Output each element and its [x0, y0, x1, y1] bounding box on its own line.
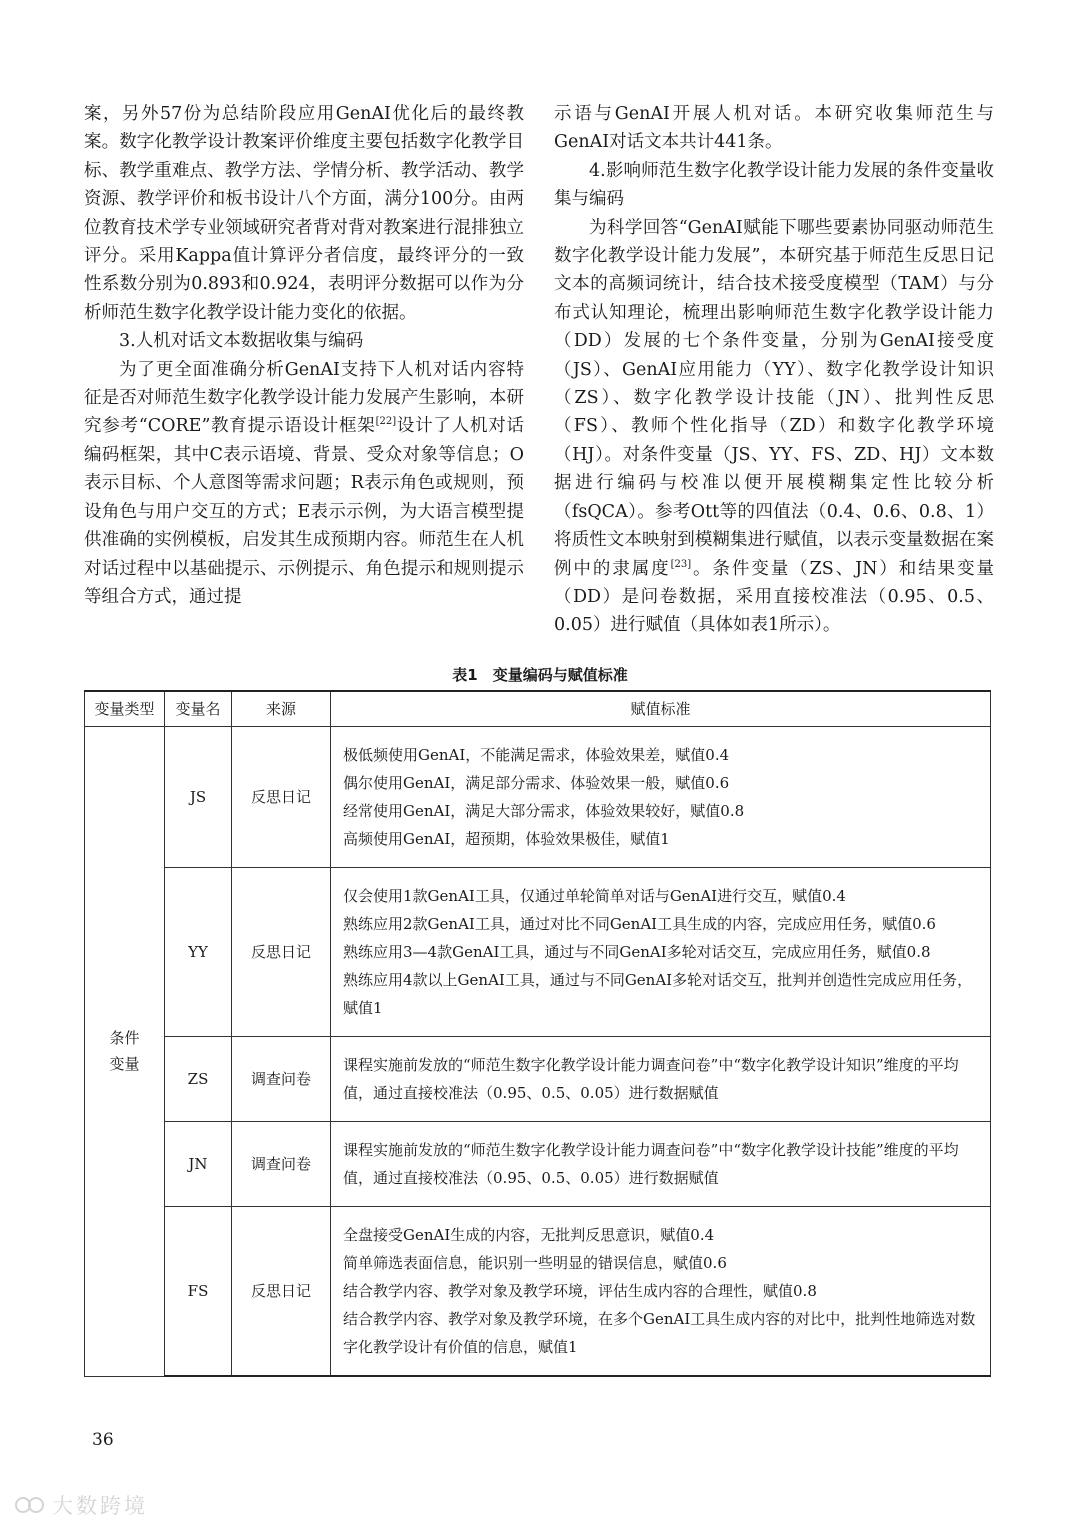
criteria-cell: [331, 727, 991, 868]
criteria-cell: [331, 868, 991, 1037]
table-row: [85, 727, 991, 868]
criteria-cell: [331, 1122, 991, 1207]
left-text-column: [84, 100, 524, 611]
table-row: [85, 1122, 991, 1207]
criteria-line: 课程实施前发放的“师范生数字化教学设计能力调查问卷”中“数字化教学设计技能”维度的平均值，通过直接校准法（0.95、0.5、0.05）进行数据赋值: [343, 1141, 959, 1187]
criteria-line: 结合教学内容、教学对象及教学环境，在多个GenAI工具生成内容的对比中，批判性地筛选对数字化教学设计有价值的信息，赋值1: [343, 1310, 976, 1356]
source-cell: 反思日记: [232, 727, 331, 868]
left-paragraph-3: [84, 356, 524, 612]
variable-name-cell: JN: [165, 1122, 232, 1207]
right-paragraph-1: 示语与GenAI开展人机对话。本研究收集师范生与GenAI对话文本共计441条。: [554, 104, 994, 153]
criteria-line: 偶尔使用GenAI，满足部分需求、体验效果一般，赋值0.6: [343, 774, 730, 792]
criteria-line: 全盘接受GenAI生成的内容，无批判反思意识，赋值0.4: [343, 1226, 715, 1244]
watermark-text: 大数跨境: [52, 1494, 148, 1518]
criteria-line: 熟练应用4款以上GenAI工具，通过与不同GenAI多轮对话交互，批判并创造性完成应用任务，赋值1: [343, 971, 973, 1017]
criteria-line: 熟练应用3—4款GenAI工具，通过与不同GenAI多轮对话交互，完成应用任务，赋值0.8: [343, 943, 931, 961]
source-cell: 调查问卷: [232, 1037, 331, 1122]
watermark: [14, 1490, 148, 1520]
criteria-line: 经常使用GenAI，满足大部分需求，体验效果较好，赋值0.8: [343, 802, 745, 820]
header-source: 来源: [232, 691, 331, 727]
table-body: [85, 727, 991, 1377]
header-variable-type: 变量类型: [85, 691, 165, 727]
variable-name-cell: JS: [165, 727, 232, 868]
variable-name-cell: YY: [165, 868, 232, 1037]
criteria-line: 仅会使用1款GenAI工具，仅通过单轮简单对话与GenAI进行交互，赋值0.4: [343, 887, 846, 905]
criteria-line: 熟练应用2款GenAI工具，通过对比不同GenAI工具生成的内容，完成应用任务，赋值0.6: [343, 915, 936, 933]
variable-name-cell: FS: [165, 1207, 232, 1377]
source-cell: 调查问卷: [232, 1122, 331, 1207]
variable-type-cell: 条件 变量: [85, 727, 165, 1377]
header-variable-name: 变量名: [165, 691, 232, 727]
criteria-line: 简单筛选表面信息，能识别一些明显的错误信息，赋值0.6: [343, 1254, 727, 1272]
source-cell: 反思日记: [232, 1207, 331, 1377]
criteria-cell: [331, 1037, 991, 1122]
criteria-line: 极低频使用GenAI，不能满足需求，体验效果差，赋值0.4: [343, 746, 730, 764]
right-text-column: [554, 100, 994, 640]
header-criteria: 赋值标准: [331, 691, 991, 727]
table-row: [85, 868, 991, 1037]
table-row: [85, 1207, 991, 1377]
table-row: [85, 1037, 991, 1122]
criteria-cell: [331, 1207, 991, 1377]
page-number: 36: [92, 1430, 114, 1450]
variable-name-cell: ZS: [165, 1037, 232, 1122]
section-heading-4: 4.影响师范生数字化教学设计能力发展的条件变量收集与编码: [554, 160, 994, 210]
section-heading-3: 3.人机对话文本数据收集与编码: [119, 331, 364, 352]
criteria-line: 课程实施前发放的“师范生数字化教学设计能力调查问卷”中“数字化教学设计知识”维度的平均值，通过直接校准法（0.95、0.5、0.05）进行数据赋值: [343, 1056, 959, 1102]
left-paragraph-1: 案，另外57份为总结阶段应用GenAI优化后的最终教案。数字化教学设计教案评价维度主要包括数字化教学目标、教学重难点、教学方法、学情分析、教学活动、教学资源、教学评价和板书设计八个方面，满分100分。由两位教育技术学专业领域研究者背对背对教案进行混排独立评分。采用Kappa值计算评分者信度，最终评分的一致性系数分别为0.893和0.924，表明评分数据可以作为分析师范生数字化教学设计能力变化的依据。: [84, 104, 524, 323]
left-p3-text-b: 设计了人机对话编码框架，其中C表示语境、背景、受众对象等信息；O表示目标、个人意图等需求问题；R表示角色或规则，预设角色与用户交互的方式；E表示示例，为大语言模型提供准确的实例模板，启发其生成预期内容。师范生在人机对话过程中以基础提示、示例提示、角色提示和规则提示等组合方式，通过提: [84, 416, 524, 607]
left-p3-text-a: 为了更全面准确分析GenAI支持下人机对话内容特征是否对师范生数字化教学设计能力发展产生影响，本研究参考“CORE”教育提示语设计框架: [84, 359, 524, 437]
table-header-row: [85, 691, 991, 727]
right-p3-text-a: 为科学回答“GenAI赋能下哪些要素协同驱动师范生数字化教学设计能力发展”，本研究基于师范生反思日记文本的高频词统计，结合技术接受度模型（TAM）与分布式认知理论，梳理出影响师范生数字化教学设计能力（DD）发展的七个条件变量，分别为GenAI接受度（JS）、GenAI应用能力（YY）、数字化教学设计知识（ZS）、数字化教学设计技能（JN）、批判性反思（FS）、教师个性化指导（ZD）和数字化教学环境（HJ）。对条件变量（JS、YY、FS、ZD、HJ）文本数据进行编码与校准以便开展模糊集定性比较分析（fsQCA）。参考Ott等的四值法（0.4、0.6、0.8、1）将质性文本映射到模糊集进行赋值，以表示变量数据在案例中的隶属度: [554, 217, 994, 579]
citation-23: [23]: [670, 558, 692, 570]
watermark-logo-icon: [14, 1494, 46, 1516]
citation-22: [22]: [375, 416, 397, 428]
right-paragraph-3: [554, 214, 994, 640]
criteria-line: 结合教学内容、教学对象及教学环境，评估生成内容的合理性，赋值0.8: [343, 1282, 817, 1300]
right-p3-text-b: 。条件变量（ZS、JN）和结果变量（DD）是问卷数据，采用直接校准法（0.95、0.5、0.05）进行赋值（具体如表1所示）。: [554, 558, 995, 636]
source-cell: 反思日记: [232, 868, 331, 1037]
table-title: 表1 变量编码与赋值标准: [452, 666, 628, 684]
criteria-line: 高频使用GenAI，超预期，体验效果极佳，赋值1: [343, 830, 670, 848]
variable-coding-table: [84, 690, 991, 1377]
